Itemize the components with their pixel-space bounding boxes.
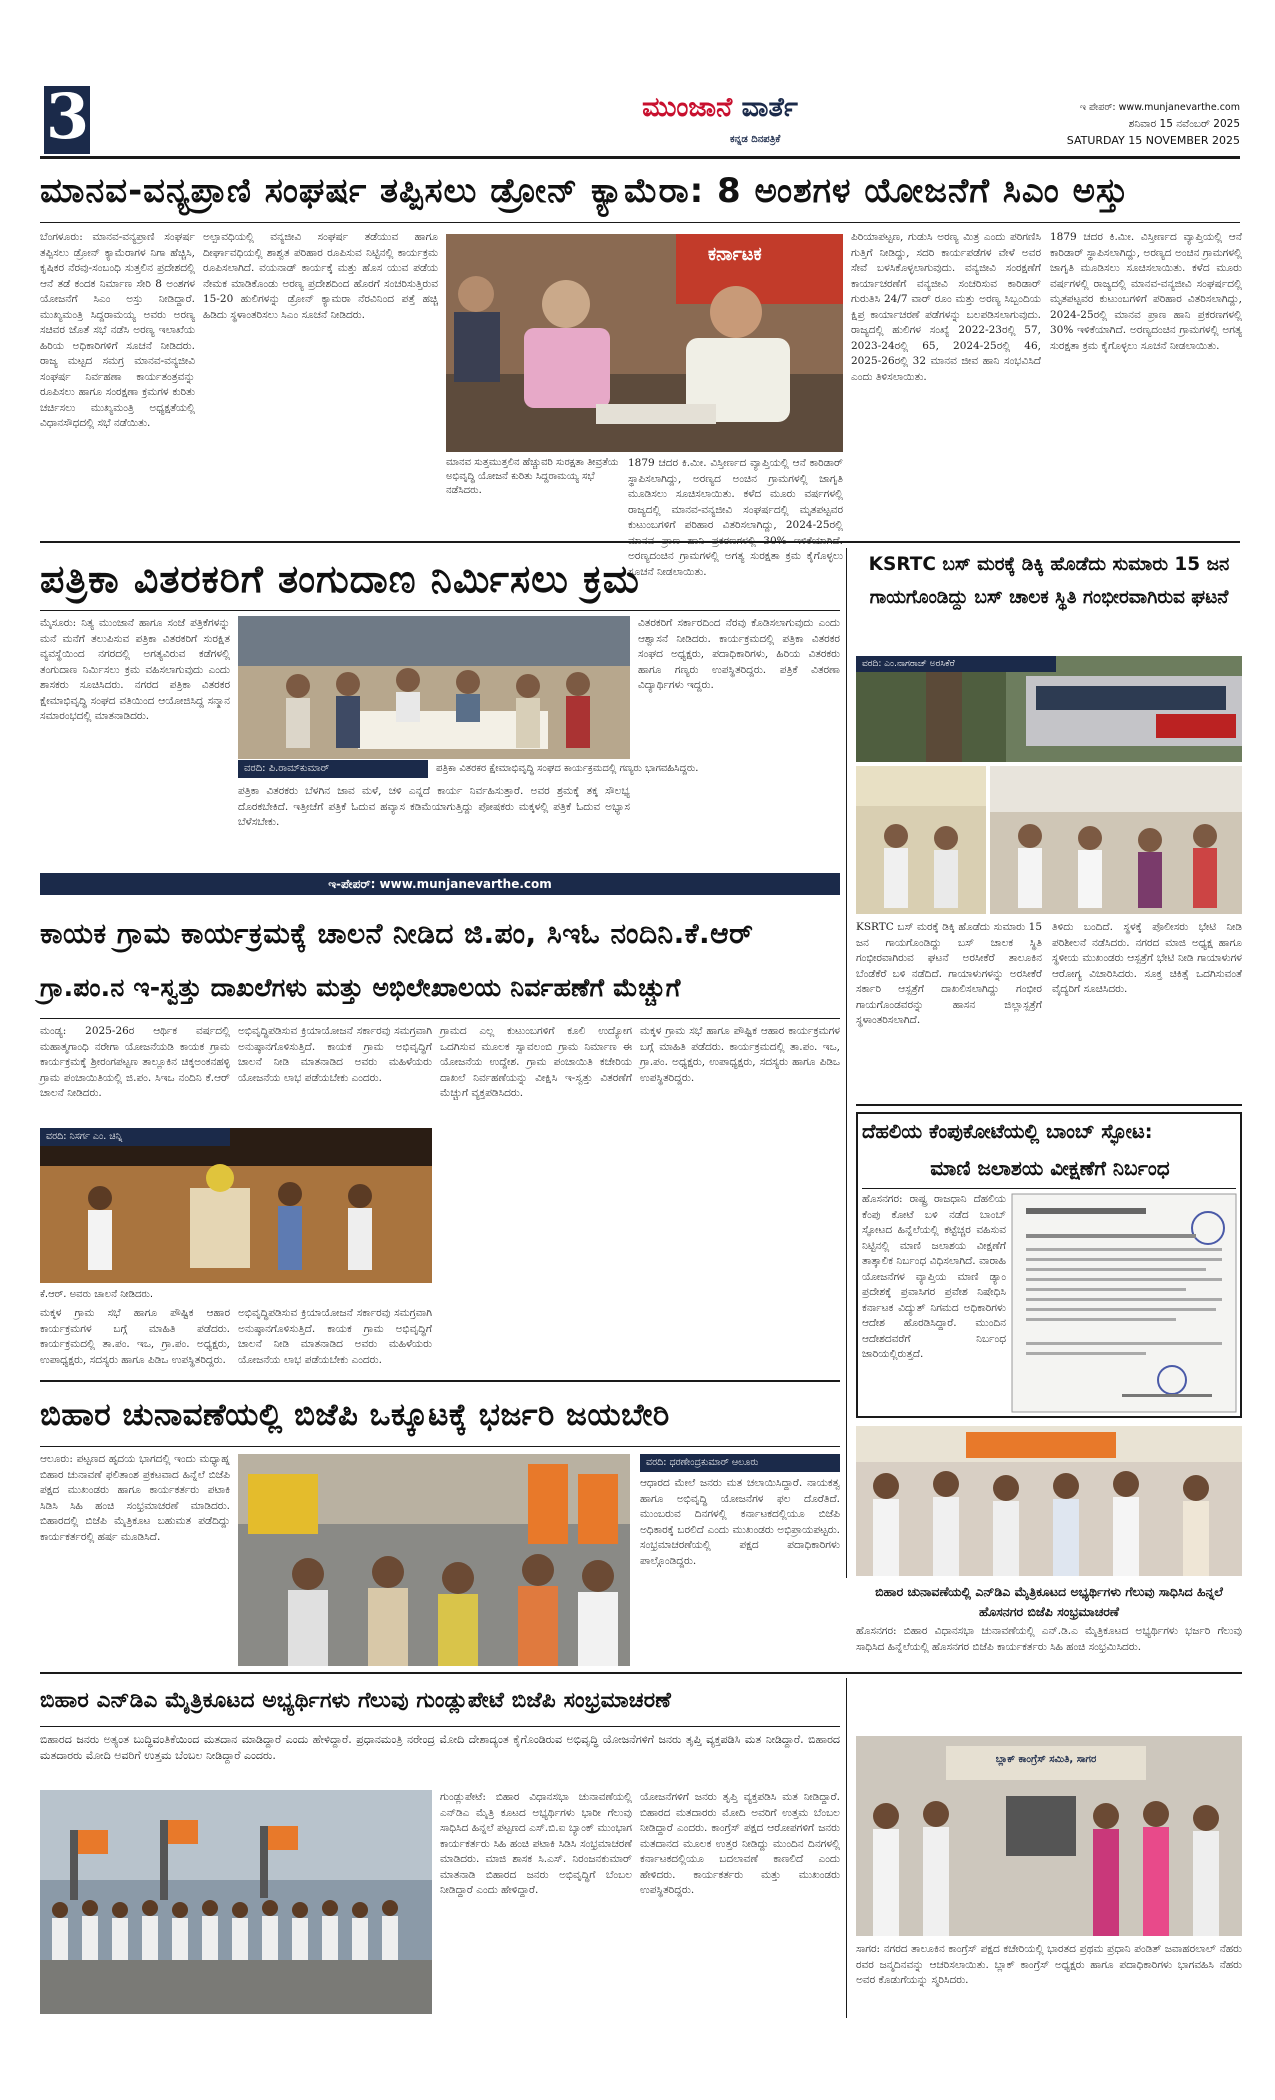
kayaka-body-col2: ಅಭಿವೃದ್ಧಿಪಡಿಸುವ ಕ್ರಿಯಾಯೋಜನೆ ಸರ್ಕಾರವು ಸಮಗ್ರವಾಗಿ ಅನುಷ್ಠಾನಗೊಳಿಸುತ್ತಿದೆ. ಕಾಯಕ ಗ್ರಾಮ ಅಭಿವೃದ್ಧಿಗೆ ಚಾಲನೆ ನೀಡಿ ಮಾತನಾಡಿದ ಅವರು ಮಹಿಳೆಯರು ಯೋಜನೆಯ ಲಾಭ ಪಡೆಯಬೇಕು ಎಂದರು. xyxy=(238,1025,432,1084)
vendors-body-col2: ಪತ್ರಿಕಾ ವಿತರಕರು ಬೆಳಗಿನ ಜಾವ ಮಳೆ, ಚಳಿ ಎನ್ನದೆ ಕಾರ್ಯ ನಿರ್ವಹಿಸುತ್ತಾರೆ. ಅವರ ಶ್ರಮಕ್ಕೆ ತಕ್ಕ ಸೌಲಭ್ಯ ದೊರಕಬೇಕಿದೆ. ಇತ್ತೀಚೆಗೆ ಪತ್ರಿಕೆ ಓದುವ ಹವ್ಯಾಸ ಕಡಿಮೆಯಾಗುತ್ತಿದ್ದು ಪೋಷಕರು ಮಕ್ಕಳಲ್ಲಿ ಪತ್ರಿಕೆ ಓದುವ ಅಭ್ಯಾಸ ಬೆಳೆಸಬೇಕು. xyxy=(238,785,630,829)
kayaka-photo-credit: ವರದಿ: ನಿಸರ್ಗ ಎಂ. ಚಿನ್ನಿ xyxy=(40,1128,230,1146)
ksrtc-photo-credit: ವರದಿ: ಎಂ.ನಾಗರಾಜ್ ಅರಸಿಕೆರೆ xyxy=(856,656,1056,672)
vendors-body-col3: ವಿತರಕರಿಗೆ ಸರ್ಕಾರದಿಂದ ನೆರವು ಕೊಡಿಸಲಾಗುವುದು ಎಂದು ಆಶ್ವಾಸನೆ ನೀಡಿದರು. ಕಾರ್ಯಕ್ರಮದಲ್ಲಿ ಪತ್ರಿಕಾ ವಿತರಕರ ಸಂಘದ ಅಧ್ಯಕ್ಷರು, ಪದಾಧಿಕಾರಿಗಳು, ಹಿರಿಯ ವಿತರಕರು ಹಾಗೂ ಗಣ್ಯರು ಉಪಸ್ಥಿತರಿದ್ದರು. ಪತ್ರಿಕೆ ವಿತರಣಾ ವಿದ್ಯಾರ್ಥಿಗಳು ಇದ್ದರು. xyxy=(638,617,840,692)
kayaka-bottom-rule xyxy=(40,1380,840,1382)
sagar-photo-image xyxy=(856,1736,1242,1936)
bihar-body-col2: ಆಧಾರದ ಮೇಲೆ ಜನರು ಮತ ಚಲಾಯಿಸಿದ್ದಾರೆ. ನಾಯಕತ್ವ ಹಾಗೂ ಅಭಿವೃದ್ಧಿ ಯೋಜನೆಗಳ ಫಲ ದೊರೆತಿದೆ. ಮುಂಬರುವ ದಿನಗಳಲ್ಲಿ ಕರ್ನಾಟಕದಲ್ಲಿಯೂ ಬಿಜೆಪಿ ಅಧಿಕಾರಕ್ಕೆ ಬರಲಿದೆ ಎಂದು ಮುಖಂಡರು ಅಭಿಪ್ರಾಯಪಟ್ಟರು. ಸಂಭ್ರಮಾಚರಣೆಯಲ್ಲಿ ಪಕ್ಷದ ಪದಾಧಿಕಾರಿಗಳು ಪಾಲ್ಗೊಂಡಿದ್ದರು. xyxy=(640,1477,840,1567)
masthead-title-part2: ವಾರ್ತೆ xyxy=(741,92,798,123)
gundlupet-headline-rule xyxy=(40,1726,840,1727)
gundlupet-intro: ಬಿಹಾರದ ಜನರು ಅತ್ಯಂತ ಬುದ್ಧಿವಂತಿಕೆಯಿಂದ ಮತದಾನ ಮಾಡಿದ್ದಾರೆ ಎಂದು ಹೇಳಿದ್ದಾರೆ. ಪ್ರಧಾನಮಂತ್ರಿ ನರೇಂದ್ರ ಮೋದಿ ದೇಶಾದ್ಯಂತ ಕೈಗೊಂಡಿರುವ ಅಭಿವೃದ್ಧಿ ಯೋಜನೆಗಳಿಗೆ ಜನರು ತೃಪ್ತಿ ವ್ಯಕ್ತಪಡಿಸಿ ಮತ ನೀಡಿದ್ದಾರೆ. ಬಿಹಾರದ ಮತದಾರರು ಮೋದಿ ಅವರಿಗೆ ಉತ್ತಮ ಬೆಂಬಲ ನೀಡಿದ್ದಾರೆ ಎಂದರು. xyxy=(40,1733,840,1763)
kayaka-body-col4: ಮಕ್ಕಳ ಗ್ರಾಮ ಸಭೆ ಹಾಗೂ ಪೌಷ್ಟಿಕ ಆಹಾರ ಕಾರ್ಯಕ್ರಮಗಳ ಬಗ್ಗೆ ಮಾಹಿತಿ ಪಡೆದರು. ಕಾರ್ಯಕ್ರಮದಲ್ಲಿ ತಾ.ಪಂ. ಇಒ, ಗ್ರಾ.ಪಂ. ಅಧ್ಯಕ್ಷರು, ಉಪಾಧ್ಯಕ್ಷರು, ಸದಸ್ಯರು ಹಾಗೂ ಪಿಡಿಒ ಉಪಸ್ಥಿತರಿದ್ದರು. xyxy=(640,1025,840,1084)
kayaka-headline-line2: ಗ್ರಾ.ಪಂ.ನ ಇ-ಸ್ವತ್ತು ದಾಖಲೆಗಳು ಮತ್ತು ಅಭಿಲೇಖಾಲಯ ನಿರ್ವಹಣೆಗೆ ಮೆಚ್ಚುಗೆ xyxy=(40,973,681,1002)
lead-photo-banner: ಕರ್ನಾಟಕ xyxy=(708,244,762,265)
bomb-notice-image xyxy=(1012,1194,1236,1412)
ksrtc-photo-right xyxy=(990,766,1242,914)
bihar-body-col1: ಆಲೂರು: ಪಟ್ಟಣದ ಹೃದಯ ಭಾಗದಲ್ಲಿ ಇಂದು ಮಧ್ಯಾಹ್ನ ಬಿಹಾರ ಚುನಾವಣೆ ಫಲಿತಾಂಶ ಪ್ರಕಟವಾದ ಹಿನ್ನೆಲೆ ಬಿಜೆಪಿ ಪಕ್ಷದ ಮುಖಂಡರು ಹಾಗೂ ಕಾರ್ಯಕರ್ತರು ಪಟಾಕಿ ಸಿಡಿಸಿ ಸಿಹಿ ಹಂಚಿ ಸಂಭ್ರಮಾಚರಣೆ ಮಾಡಿದರು. ಬಿಹಾರದಲ್ಲಿ ಬಿಜೆಪಿ ಮೈತ್ರಿಕೂಟ ಬಹುಮತ ಪಡೆದಿದ್ದು ಕಾರ್ಯಕರ್ತರಲ್ಲಿ ಹರ್ಷ ಮೂಡಿಸಿದೆ. xyxy=(40,1453,230,1543)
bihar-photo-image xyxy=(238,1454,630,1666)
lead-caption: ಮಾನವ ಸುತ್ತಮುತ್ತಲಿನ ಹೆಚ್ಚುವರಿ ಸುರಕ್ಷತಾ ತೀವ್ರತೆಯ ಅಭಿವೃದ್ಧಿ ಯೋಜನೆ ಕುರಿತು ಸಿದ್ದರಾಮಯ್ಯ ಸಭೆ ನಡೆಸಿದರು. xyxy=(446,457,619,496)
kayaka-body-col3: ಗ್ರಾಮದ ಎಲ್ಲ ಕುಟುಂಬಗಳಿಗೆ ಕೂಲಿ ಉದ್ಯೋಗ ಒದಗಿಸುವ ಮೂಲಕ ಸ್ವಾವಲಂಬಿ ಗ್ರಾಮ ನಿರ್ಮಾಣ ಈ ಯೋಜನೆಯ ಉದ್ದೇಶ. ಗ್ರಾಮ ಪಂಚಾಯಿತಿ ಕಚೇರಿಯ ದಾಖಲೆ ನಿರ್ವಹಣೆಯನ್ನು ವೀಕ್ಷಿಸಿ ಇ-ಸ್ವತ್ತು ವಿತರಣೆಗೆ ಮೆಚ್ಚುಗೆ ವ್ಯಕ್ತಪಡಿಸಿದರು. xyxy=(440,1025,632,1100)
sagar-banner-text: ಬ್ಲಾಕ್ ಕಾಂಗ್ರೆಸ್ ಸಮಿತಿ, ಸಾಗರ xyxy=(995,1754,1097,1765)
lead-headline-rule xyxy=(40,222,1240,223)
gundlupet-photo xyxy=(40,1790,432,2014)
vendors-photo-credit: ವರದಿ: ಪಿ.ರಾಮ್‌ಕುಮಾರ್ xyxy=(238,760,428,778)
lead-body-col2: ಅಲ್ಪಾವಧಿಯಲ್ಲಿ ವನ್ಯಜೀವಿ ಸಂಘರ್ಷ ತಡೆಯುವ ಹಾಗೂ ದೀರ್ಘಾವಧಿಯಲ್ಲಿ ಶಾಶ್ವತ ಪರಿಹಾರ ರೂಪಿಸುವ ನಿಟ್ಟಿನಲ್ಲಿ ಕಾರ್ಯಕ್ರಮ ರೂಪಿಸಲಾಗಿದೆ. ವಯನಾಡ್ ಕಾರ್ಯಕ್ಕೆ ಮತ್ತು ಹೊಸ ಯುವ ಪಡೆಯ ನೇಮಕ ಮಾಡಿಕೊಂಡು ಅರಣ್ಯ ಪ್ರದೇಶದಿಂದ ಹೊರಗೆ ಸಂಚರಿಸುತ್ತಿರುವ 15-20 ಹುಲಿಗಳನ್ನು ಡ್ರೋನ್ ಕ್ಯಾಮರಾ ನೆರವಿನಿಂದ ಪತ್ತೆ ಹಚ್ಚಿ ಹಿಡಿದು ಸ್ಥಳಾಂತರಿಸಲು ಸಿಎಂ ಸೂಚನೆ ನೀಡಿದರು. xyxy=(203,231,438,321)
lead-body-col5: 1879 ಚದರ ಕಿ.ಮೀ. ವಿಸ್ತೀರ್ಣದ ವ್ಯಾಪ್ತಿಯಲ್ಲಿ ಆನೆ ಕಾರಿಡಾರ್ ಸ್ಥಾಪಿಸಲಾಗಿದ್ದು, ಅರಣ್ಯದ ಅಂಚಿನ ಗ್ರಾಮಗಳಲ್ಲಿ ಜಾಗೃತಿ ಮೂಡಿಸಲು ಸೂಚಿಸಲಾಯಿತು. ಕಳೆದ ಮೂರು ವರ್ಷಗಳಲ್ಲಿ ರಾಜ್ಯದಲ್ಲಿ ಮಾನವ-ವನ್ಯಜೀವಿ ಸಂಘರ್ಷದಲ್ಲಿ ಮೃತಪಟ್ಟವರ ಕುಟುಂಬಗಳಿಗೆ ಪರಿಹಾರ ವಿತರಿಸಲಾಗಿದ್ದು, 2024-25ರಲ್ಲಿ ಮಾನವ ಪ್ರಾಣ ಹಾನಿ ಪ್ರಕರಣಗಳಲ್ಲಿ 30% ಇಳಿಕೆಯಾಗಿದೆ. ಅರಣ್ಯದಂಚಿನ ಗ್ರಾಮಗಳಲ್ಲಿ ಅಗತ್ಯ ಸುರಕ್ಷತಾ ಕ್ರಮ ಕೈಗೊಳ್ಳಲು ಸೂಚನೆ ನೀಡಲಾಯಿತು. xyxy=(1050,231,1242,352)
ksrtc-body-col2: ತಿಳಿದು ಬಂದಿದೆ. ಸ್ಥಳಕ್ಕೆ ಪೊಲೀಸರು ಭೇಟಿ ನೀಡಿ ಪರಿಶೀಲನೆ ನಡೆಸಿದರು. ನಗರದ ಮಾಜಿ ಅಧ್ಯಕ್ಷ ಹಾಗೂ ಸ್ಥಳೀಯ ಮುಖಂಡರು ಆಸ್ಪತ್ರೆಗೆ ಭೇಟಿ ನೀಡಿ ಗಾಯಾಳುಗಳ ಆರೋಗ್ಯ ವಿಚಾರಿಸಿದರು. ಸೂಕ್ತ ಚಿಕಿತ್ಸೆ ಒದಗಿಸುವಂತೆ ವೈದ್ಯರಿಗೆ ಸೂಚಿಸಿದರು. xyxy=(1052,921,1242,996)
bomb-body: ಹೊಸನಗರ: ರಾಷ್ಟ್ರ ರಾಜಧಾನಿ ದೆಹಲಿಯ ಕೆಂಪು ಕೋಟೆ ಬಳಿ ನಡೆದ ಬಾಂಬ್ ಸ್ಫೋಟದ ಹಿನ್ನೆಲೆಯಲ್ಲಿ ಕಟ್ಟೆಚ್ಚರ ವಹಿಸುವ ನಿಟ್ಟಿನಲ್ಲಿ ಮಾಣಿ ಜಲಾಶಯ ವೀಕ್ಷಣೆಗೆ ತಾತ್ಕಾಲಿಕ ನಿರ್ಬಂಧ ವಿಧಿಸಲಾಗಿದೆ. ವಾರಾಹಿ ಯೋಜನೆಗಳ ವ್ಯಾಪ್ತಿಯ ಮಾಣಿ ಡ್ಯಾಂ ಪ್ರದೇಶಕ್ಕೆ ಪ್ರವಾಸಿಗರ ಪ್ರವೇಶ ನಿಷೇಧಿಸಿ ಕರ್ನಾಟಕ ವಿದ್ಯುತ್ ನಿಗಮದ ಅಧಿಕಾರಿಗಳು ಆದೇಶ ಹೊರಡಿಸಿದ್ದಾರೆ. ಮುಂದಿನ ಆದೇಶದವರೆಗೆ ನಿರ್ಬಂಧ ಜಾರಿಯಲ್ಲಿರುತ್ತದೆ. xyxy=(862,1193,1006,1361)
bomb-notice-document xyxy=(1012,1194,1236,1412)
bomb-headline-rule xyxy=(862,1188,1236,1189)
bomb-headline-line2: ಮಾಣಿ ಜಲಾಶಯ ವೀಕ್ಷಣೆಗೆ ನಿರ್ಬಂಧ xyxy=(930,1156,1170,1180)
kayaka-body-col2b: ಅಭಿವೃದ್ಧಿಪಡಿಸುವ ಕ್ರಿಯಾಯೋಜನೆ ಸರ್ಕಾರವು ಸಮಗ್ರವಾಗಿ ಅನುಷ್ಠಾನಗೊಳಿಸುತ್ತಿದೆ. ಕಾಯಕ ಗ್ರಾಮ ಅಭಿವೃದ್ಧಿಗೆ ಚಾಲನೆ ನೀಡಿ ಮಾತನಾಡಿದ ಅವರು ಮಹಿಳೆಯರು ಯೋಜನೆಯ ಲಾಭ ಪಡೆಯಬೇಕು ಎಂದರು. xyxy=(238,1307,432,1366)
bihar-photo-credit: ವರದಿ: ಧರಣೇಂದ್ರಕುಮಾರ್ ಆಲೂರು xyxy=(640,1454,840,1472)
ksrtc-photo-left-image xyxy=(856,766,986,914)
ksrtc-body-col1: KSRTC ಬಸ್ ಮರಕ್ಕೆ ಡಿಕ್ಕಿ ಹೊಡೆದು ಸುಮಾರು 15 ಜನ ಗಾಯಗೊಂಡಿದ್ದು ಬಸ್ ಚಾಲಕ ಸ್ಥಿತಿ ಗಂಭೀರವಾಗಿರುವ ಘಟನೆ ಅರಸೀಕೆರೆ ತಾಲೂಕಿನ ಬೆಂಡೆಕೆರೆ ಬಳಿ ನಡೆದಿದೆ. ಗಾಯಾಳುಗಳನ್ನು ಅರಸೀಕೆರೆ ಸರ್ಕಾರಿ ಆಸ್ಪತ್ರೆಗೆ ದಾಖಲಿಸಲಾಗಿದ್ದು ಗಂಭೀರ ಗಾಯಗೊಂಡವರನ್ನು ಹಾಸನ ಜಿಲ್ಲಾಸ್ಪತ್ರೆಗೆ ಸ್ಥಳಾಂತರಿಸಲಾಗಿದೆ. xyxy=(856,921,1042,1027)
nda-side-body: ಹೊಸನಗರ: ಬಿಹಾರ ವಿಧಾನಸಭಾ ಚುನಾವಣೆಯಲ್ಲಿ ಎನ್.ಡಿ.ಎ ಮೈತ್ರಿಕೂಟದ ಅಭ್ಯರ್ಥಿಗಳು ಭರ್ಜರಿ ಗೆಲುವು ಸಾಧಿಸಿದ ಹಿನ್ನೆಲೆಯಲ್ಲಿ ಹೊಸನಗರ ಬಿಜೆಪಿ ಕಾರ್ಯಕರ್ತರು ಸಿಹಿ ಹಂಚಿ ಸಂಭ್ರಮಿಸಿದರು. xyxy=(856,1625,1242,1653)
bihar-photo xyxy=(238,1454,630,1666)
lead-body-col4: ಪಿರಿಯಾಪಟ್ಟಣ, ಗುಡುಸಿ ಅರಣ್ಯ ಮಿತ್ರ ಎಂದು ಪರಿಗಣಿಸಿ ಗುತ್ತಿಗೆ ನೀಡಿದ್ದು, ಸದರಿ ಕಾರ್ಯಪಡೆಗಳ ವೇಳೆ ಅವರ ಸೇವೆ ಬಳಸಿಕೊಳ್ಳಲಾಗುವುದು. ವನ್ಯಜೀವಿ ಸಂರಕ್ಷಣೆಗೆ ಕಾರ್ಯಾಚರಣೆಗೆ ವನ್ಯಜೀವಿ ಸಂಚರಿಸುವ ಕಾರಿಡಾರ್ ಗುರುತಿಸಿ 24/7 ವಾರ್ ರೂಂ ಮತ್ತು ಅರಣ್ಯ ಸಿಬ್ಬಂದಿಯ ಕ್ಷಿಪ್ರ ಕಾರ್ಯಾಚರಣೆ ಪಡೆಗಳನ್ನು ಬಲಪಡಿಸಲಾಗುವುದು. ರಾಜ್ಯದಲ್ಲಿ ಹುಲಿಗಳ ಸಂಖ್ಯೆ 2022-23ರಲ್ಲಿ 57, 2023-24ರಲ್ಲಿ 65, 2024-25ರಲ್ಲಿ 46, 2025-26ರಲ್ಲಿ 32 ಮಾನವ ಜೀವ ಹಾನಿ ಸಂಭವಿಸಿದೆ ಎಂದು ತಿಳಿಸಲಾಯಿತು. xyxy=(851,231,1041,383)
bihar-headline: ಬಿಹಾರ ಚುನಾವಣೆಯಲ್ಲಿ ಬಿಜೆಪಿ ಒಕ್ಕೂಟಕ್ಕೆ ಭರ್ಜರಿ ಜಯಬೇರಿ xyxy=(40,1397,670,1433)
gundlupet-body-col3: ಯೋಜನೆಗಳಿಗೆ ಜನರು ತೃಪ್ತಿ ವ್ಯಕ್ತಪಡಿಸಿ ಮತ ನೀಡಿದ್ದಾರೆ. ಬಿಹಾರದ ಮತದಾರರು ಮೋದಿ ಅವರಿಗೆ ಉತ್ತಮ ಬೆಂಬಲ ನೀಡಿದ್ದಾರೆ ಎಂದರು. ಕಾಂಗ್ರೆಸ್ ಪಕ್ಷದ ಆರೋಪಗಳಿಗೆ ಜನರು ಮತದಾನದ ಮೂಲಕ ಉತ್ತರ ನೀಡಿದ್ದು ಮುಂದಿನ ದಿನಗಳಲ್ಲಿ ಕರ್ನಾಟಕದಲ್ಲಿಯೂ ಬದಲಾವಣೆ ಕಾಣಲಿದೆ ಎಂದು ಹೇಳಿದರು. ಕಾರ್ಯಕರ್ತರು ಮತ್ತು ಮುಖಂಡರು ಉಪಸ್ಥಿತರಿದ್ದರು. xyxy=(640,1791,840,1897)
kayaka-headline-rule xyxy=(40,1018,840,1019)
gundlupet-body-col2: ಗುಂಡ್ಲುಪೇಟೆ: ಬಿಹಾರ ವಿಧಾನಸಭಾ ಚುನಾವಣೆಯಲ್ಲಿ ಎನ್‌ಡಿಎ ಮೈತ್ರಿ ಕೂಟದ ಅಭ್ಯರ್ಥಿಗಳು ಭಾರೀ ಗೆಲುವು ಸಾಧಿಸಿದ ಹಿನ್ನಲೆ ಪಟ್ಟಣದ ಎಸ್.ಬಿ.ಐ ಬ್ಯಾಂಕ್ ಮುಂಭಾಗ ಕಾರ್ಯಕರ್ತರು ಸಿಹಿ ಹಂಚಿ ಪಟಾಕಿ ಸಿಡಿಸಿ ಸಂಭ್ರಮಾಚರಣೆ ಮಾಡಿದರು. ಮಾಜಿ ಶಾಸಕ ಸಿ.ಎಸ್. ನಿರಂಜನಕುಮಾರ್ ಮಾತನಾಡಿ ಬಿಹಾರದ ಜನರು ಅಭಿವೃದ್ಧಿಗೆ ಬೆಂಬಲ ನೀಡಿದ್ದಾರೆ ಎಂದು ಹೇಳಿದ್ದಾರೆ. xyxy=(440,1791,632,1897)
vendors-headline-rule xyxy=(40,610,840,611)
ksrtc-headline: KSRTC ಬಸ್ ಮರಕ್ಕೆ ಡಿಕ್ಕಿ ಹೊಡೆದು ಸುಮಾರು 15 ಜನ ಗಾಯಗೊಂಡಿದ್ದು ಬಸ್ ಚಾಲಕ ಸ್ಥಿತಿ ಗಂಭೀರವಾಗಿರುವ ಘಟನೆ xyxy=(868,554,1230,608)
nda-side-photo-image xyxy=(856,1426,1242,1576)
masthead-rule xyxy=(40,156,1240,159)
epaper-strip[interactable] xyxy=(40,873,840,895)
kayaka-headline-line1: ಕಾಯಕ ಗ್ರಾಮ ಕಾರ್ಯಕ್ರಮಕ್ಕೆ ಚಾಲನೆ ನೀಡಿದ ಜಿ.ಪಂ, ಸಿಇಓ ನಂದಿನಿ.ಕೆ.ಆರ್ xyxy=(40,917,754,950)
right-column-divider xyxy=(846,548,847,1578)
bomb-headline-line1: ದೆಹಲಿಯ ಕೆಂಪುಕೋಟೆಯಲ್ಲಿ ಬಾಂಬ್ ಸ್ಫೋಟ: xyxy=(862,1120,1153,1143)
vendors-photo-image xyxy=(238,616,630,759)
lead-body-col1: ಬೆಂಗಳೂರು: ಮಾನವ-ವನ್ಯಪ್ರಾಣಿ ಸಂಘರ್ಷ ತಪ್ಪಿಸಲು ಡ್ರೋನ್ ಕ್ಯಾಮೆರಾಗಳ ನಿಗಾ ಹೆಚ್ಚಿಸಿ, ಕೃಷಿಕರ ನೆರವು-ಸಂಬಂಧಿ ಸುತ್ತಲಿನ ಪ್ರದೇಶದಲ್ಲಿ ಆನೆ ತಡೆ ಕಂದಕ ನಿರ್ಮಾಣ ಸೇರಿ 8 ಅಂಶಗಳ ಯೋಜನೆಗೆ ಸಿಎಂ ಅಸ್ತು ನೀಡಿದ್ದಾರೆ. ಮುಖ್ಯಮಂತ್ರಿ ಸಿದ್ದರಾಮಯ್ಯ ಅವರು ಅರಣ್ಯ ಸಚಿವರ ಜೊತೆ ಸಭೆ ನಡೆಸಿ ಅರಣ್ಯ ಇಲಾಖೆಯ ಹಿರಿಯ ಅಧಿಕಾರಿಗಳಿಗೆ ಸೂಚನೆ ನೀಡಿದರು. ರಾಜ್ಯ ಮಟ್ಟದ ಸಮಗ್ರ ಮಾನವ-ವನ್ಯಜೀವಿ ಸಂಘರ್ಷ ನಿರ್ವಹಣಾ ಕಾರ್ಯತಂತ್ರವನ್ನು ರೂಪಿಸಲು ಹಾಗೂ ಸಂರಕ್ಷಣಾ ಕ್ರಮಗಳ ಕುರಿತು ಚರ್ಚಿಸಲು ಮುಖ್ಯಮಂತ್ರಿ ಅಧ್ಯಕ್ಷತೆಯಲ್ಲಿ ವಿಧಾನಸೌಧದಲ್ಲಿ ಸಭೆ ನಡೆಯಿತು. xyxy=(40,231,195,430)
masthead-title xyxy=(590,92,850,136)
sagar-photo xyxy=(856,1736,1242,1936)
lead-bottom-rule xyxy=(40,541,1240,543)
sagar-caption: ಸಾಗರ: ನಗರದ ತಾಲೂಕಿನ ಕಾಂಗ್ರೆಸ್ ಪಕ್ಷದ ಕಚೇರಿಯಲ್ಲಿ ಭಾರತದ ಪ್ರಥಮ ಪ್ರಧಾನಿ ಪಂಡಿತ್ ಜವಾಹರಲಾಲ್ ನೆಹರು ರವರ ಜನ್ಮದಿನವನ್ನು ಆಚರಿಸಲಾಯಿತು. ಬ್ಲಾಕ್ ಕಾಂಗ್ರೆಸ್ ಅಧ್ಯಕ್ಷರು ಹಾಗೂ ಪದಾಧಿಕಾರಿಗಳು ಭಾಗವಹಿಸಿ ನೆಹರು ಅವರ ಕೊಡುಗೆಯನ್ನು ಸ್ಮರಿಸಿದರು. xyxy=(856,1943,1242,1987)
kayaka-body-col1b: ಮಕ್ಕಳ ಗ್ರಾಮ ಸಭೆ ಹಾಗೂ ಪೌಷ್ಟಿಕ ಆಹಾರ ಕಾರ್ಯಕ್ರಮಗಳ ಬಗ್ಗೆ ಮಾಹಿತಿ ಪಡೆದರು. ಕಾರ್ಯಕ್ರಮದಲ್ಲಿ ತಾ.ಪಂ. ಇಒ, ಗ್ರಾ.ಪಂ. ಅಧ್ಯಕ್ಷರು, ಉಪಾಧ್ಯಕ್ಷರು, ಸದಸ್ಯರು ಹಾಗೂ ಪಿಡಿಒ ಉಪಸ್ಥಿತರಿದ್ದರು. xyxy=(40,1307,230,1366)
nda-side-caption-title: ಬಿಹಾರ ಚುನಾವಣೆಯಲ್ಲಿ ಎನ್‌ಡಿಎ ಮೈತ್ರಿಕೂಟದ ಅಭ್ಯರ್ಥಿಗಳು ಗೆಲುವು ಸಾಧಿಸಿದ ಹಿನ್ನಲೆ ಹೊಸನಗರ ಬಿಜೆಪಿ ಸಂಭ್ರಮಾಚರಣೆ xyxy=(875,1584,1223,1619)
masthead-subtitle: ಕನ್ನಡ ದಿನಪತ್ರಿಕೆ xyxy=(730,134,781,145)
vendors-body-col1: ಮೈಸೂರು: ನಿತ್ಯ ಮುಂಜಾನೆ ಹಾಗೂ ಸಂಜೆ ಪತ್ರಿಕೆಗಳನ್ನು ಮನೆ ಮನೆಗೆ ತಲುಪಿಸುವ ಪತ್ರಿಕಾ ವಿತರಕರಿಗೆ ಸುರಕ್ಷಿತ ವ್ಯವಸ್ಥೆಯಿಂದ ನಗರದಲ್ಲಿ ಅಗತ್ಯವಿರುವ ಕಡೆಗಳಲ್ಲಿ ತಂಗುದಾಣ ನಿರ್ಮಿಸಲು ಕ್ರಮ ವಹಿಸಲಾಗುವುದು ಎಂದು ಶಾಸಕರು ಸೂಚಿಸಿದರು. ನಗರದ ಪತ್ರಿಕಾ ವಿತರಕರ ಕ್ಷೇಮಾಭಿವೃದ್ಧಿ ಸಂಘದ ವತಿಯಿಂದ ಆಯೋಜಿಸಿದ್ದ ಸನ್ಮಾನ ಸಮಾರಂಭದಲ್ಲಿ ಮಾತನಾಡಿದರು. xyxy=(40,617,230,723)
lead-headline: ಮಾನವ-ವನ್ಯಪ್ರಾಣಿ ಸಂಘರ್ಷ ತಪ್ಪಿಸಲು ಡ್ರೋನ್ ಕ್ಯಾಮೆರಾ: 8 ಅಂಶಗಳ ಯೋಜನೆಗೆ ಸಿಎಂ ಅಸ್ತು xyxy=(40,171,1129,211)
page-number: 3 xyxy=(46,80,90,153)
kayaka-body-col1: ಮಂಡ್ಯ: 2025-26ರ ಆರ್ಥಿಕ ವರ್ಷದಲ್ಲಿ ಮಹಾತ್ಮಗಾಂಧಿ ನರೇಗಾ ಯೋಜನೆಯಡಿ ಕಾಯಕ ಗ್ರಾಮ ಕಾರ್ಯಕ್ರಮಕ್ಕೆ ಶ್ರೀರಂಗಪಟ್ಟಣ ತಾಲ್ಲೂಕಿನ ಚಿಕ್ಕಅಂಕನಹಳ್ಳಿ ಗ್ರಾಮ ಪಂಚಾಯಿತಿಯಲ್ಲಿ ಜಿ.ಪಂ. ಸಿಇಒ ನಂದಿನಿ ಕೆ.ಆರ್ ಚಾಲನೆ ನೀಡಿದರು. xyxy=(40,1025,230,1100)
ksrtc-bottom-rule xyxy=(856,1104,1242,1106)
masthead-date-kannada: ಶನಿವಾರ 15 ನವೆಂಬರ್ 2025 xyxy=(1128,118,1240,130)
nda-side-photo xyxy=(856,1426,1242,1576)
gundlupet-headline: ಬಿಹಾರ ಎನ್‌ಡಿಎ ಮೈತ್ರಿಕೂಟದ ಅಭ್ಯರ್ಥಿಗಳು ಗೆಲುವು ಗುಂಡ್ಲುಪೇಟೆ ಬಿಜೆಪಿ ಸಂಭ್ರಮಾಚರಣೆ xyxy=(40,1688,672,1713)
bottom-right-divider xyxy=(846,1678,847,2018)
vendors-photo xyxy=(238,616,630,759)
vendors-headline: ಪತ್ರಿಕಾ ವಿತರಕರಿಗೆ ತಂಗುದಾಣ ನಿರ್ಮಿಸಲು ಕ್ರಮ xyxy=(40,557,640,601)
bihar-bottom-rule xyxy=(40,1672,1242,1674)
lead-photo xyxy=(446,234,843,452)
kayaka-photo-image xyxy=(40,1128,432,1283)
vendors-caption: ಪತ್ರಿಕಾ ವಿತರಕರ ಕ್ಷೇಮಾಭಿವೃದ್ಧಿ ಸಂಘದ ಕಾರ್ಯಕ್ರಮದಲ್ಲಿ ಗಣ್ಯರು ಭಾಗವಹಿಸಿದ್ದರು. xyxy=(436,763,699,774)
lead-photo-image xyxy=(446,234,843,452)
bihar-headline-rule xyxy=(40,1446,840,1447)
epaper-strip-text: ಇ-ಪೇಪರ್: www.munjanevarthe.com xyxy=(328,877,552,891)
ksrtc-photo-left xyxy=(856,766,986,914)
masthead-epaper[interactable]: ಇ ಪೇಪರ್: www.munjanevarthe.com xyxy=(1079,102,1240,113)
lead-body-col3: 1879 ಚದರ ಕಿ.ಮೀ. ವಿಸ್ತೀರ್ಣದ ವ್ಯಾಪ್ತಿಯಲ್ಲಿ ಆನೆ ಕಾರಿಡಾರ್ ಸ್ಥಾಪಿಸಲಾಗಿದ್ದು, ಅರಣ್ಯದ ಅಂಚಿನ ಗ್ರಾಮಗಳಲ್ಲಿ ಜಾಗೃತಿ ಮೂಡಿಸಲು ಸೂಚಿಸಲಾಯಿತು. ಕಳೆದ ಮೂರು ವರ್ಷಗಳಲ್ಲಿ ರಾಜ್ಯದಲ್ಲಿ ಮಾನವ-ವನ್ಯಜೀವಿ ಸಂಘರ್ಷದಲ್ಲಿ ಮೃತಪಟ್ಟವರ ಕುಟುಂಬಗಳಿಗೆ ಪರಿಹಾರ ವಿತರಿಸಲಾಗಿದ್ದು, 2024-25ರಲ್ಲಿ ಅರಣ್ಯದಂಚಿನ ಗ್ರಾಮಗಳಲ್ಲಿ ಅಗತ್ಯ ಸುರಕ್ಷತಾ ಕ್ರಮ ಕೈಗೊಳ್ಳಲು ಸೂಚನೆ ನೀಡಲಾಯಿತು. xyxy=(628,457,843,578)
gundlupet-photo-image xyxy=(40,1790,432,2014)
masthead-title-part1: ಮುಂಜಾನೆ xyxy=(642,92,733,123)
kayaka-photo xyxy=(40,1128,432,1283)
kayaka-caption: ಕೆ.ಆರ್. ಅವರು ಚಾಲನೆ ನೀಡಿದರು. xyxy=(40,1289,154,1300)
masthead-date-english: SATURDAY 15 NOVEMBER 2025 xyxy=(1066,134,1240,147)
ksrtc-photo-right-image xyxy=(990,766,1242,914)
